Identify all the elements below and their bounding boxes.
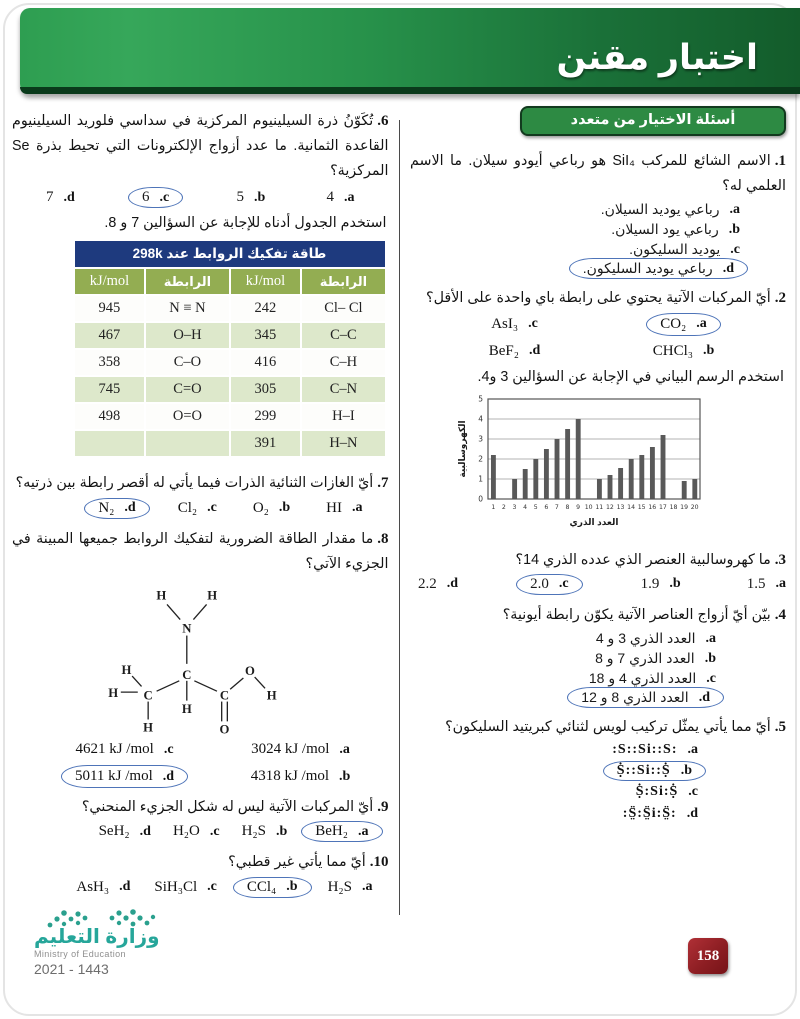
atom-h: H	[143, 720, 154, 735]
questions-column-right	[410, 106, 786, 979]
svg-text:11: 11	[595, 503, 604, 511]
svg-text:10: 10	[584, 503, 593, 511]
bar-chart-svg	[456, 393, 714, 541]
option-c: .c AsI₃	[491, 315, 538, 332]
svg-text:1: 1	[478, 474, 483, 484]
option-a: .a H₂S	[327, 878, 373, 895]
svg-text:5: 5	[533, 503, 538, 511]
question-9	[12, 794, 389, 840]
question-number: 5.	[774, 719, 786, 736]
table-row: C–C 345 O–H 467	[74, 322, 386, 349]
option-d-answer-circle: .d رباعي يوديد السليكون.	[569, 258, 748, 279]
svg-text:17: 17	[658, 503, 667, 511]
atom-o: O	[245, 663, 256, 678]
svg-text:1: 1	[491, 503, 496, 511]
option-c: .c SiH₃Cl	[154, 878, 217, 895]
option-d: .d 2.2	[418, 575, 459, 592]
bond-energy-table	[73, 239, 387, 458]
option-b: .b 4318 kJ /mol	[250, 768, 351, 785]
question-7-text: 7.أيّ الغازات الثنائية الذرات فيما يأتي له أقصر رابطة بين ذرتيه؟	[15, 475, 389, 492]
option-b: .b O₂	[252, 499, 291, 516]
question-1-options	[410, 201, 786, 276]
option-b: .b H₂S	[241, 823, 288, 840]
question-2	[410, 285, 786, 359]
question-4-options	[410, 630, 786, 705]
question-6-options	[12, 187, 389, 206]
question-number: 10.	[369, 854, 389, 871]
option-c: .c 4621 kJ /mol	[75, 741, 174, 758]
question-3-options	[410, 576, 786, 593]
option-b-answer-circle: .b Ṩ::Si::Ṩ	[603, 761, 706, 781]
atom-h: H	[207, 588, 218, 603]
svg-text:3: 3	[512, 503, 517, 511]
question-number: 2.	[774, 290, 786, 307]
question-9-text: 9.أيّ المركبات الآتية ليس له شكل الجزيء المنحني؟	[81, 799, 389, 816]
svg-text:20: 20	[690, 503, 699, 511]
option-d: .d BeF₂	[488, 342, 541, 359]
question-5-text: 5.أيّ مما يأتي يمثّل تركيب لويس لثنائي كبريتيد السليكون؟	[445, 719, 786, 736]
svg-text:16: 16	[648, 503, 657, 511]
atom-h: H	[266, 688, 277, 703]
svg-text:2: 2	[478, 454, 483, 464]
svg-text:3: 3	[478, 434, 483, 444]
option-c: .c العدد الذري 4 و 18	[588, 670, 716, 687]
section-badge: أسئلة الاختيار من متعدد	[520, 106, 786, 136]
electronegativity-chart	[456, 393, 714, 541]
lewis-structure-c: Ṩ:Si:Ṩ	[635, 784, 679, 800]
table-header-row	[74, 268, 386, 295]
svg-text:5: 5	[478, 394, 483, 404]
question-1-text: 1.الاسم الشائع للمركب SiI₄ هو رباعي أيودو سيلان. ما الاسم العلمي له؟	[410, 153, 786, 195]
svg-text:الكهروسالبية: الكهروسالبية	[457, 419, 467, 478]
option-c: .c يوديد السليكون.	[629, 241, 740, 258]
svg-text:18: 18	[669, 503, 678, 511]
question-7	[12, 470, 389, 516]
question-7-options	[12, 500, 389, 517]
question-number: 1.	[774, 153, 786, 169]
atom-c: C	[182, 667, 192, 682]
question-10-text: 10.أيّ مما يأتي غير قطبي؟	[228, 854, 389, 871]
ministry-logo	[34, 905, 160, 977]
svg-text:4: 4	[523, 503, 528, 511]
table-title: طاقة تفكيك الروابط عند 298k	[74, 240, 386, 268]
lewis-structure-d: :S̤̈:S̤̈i:S̤̈:	[622, 806, 677, 822]
option-b: .b العدد الذري 7 و 8	[595, 650, 716, 667]
option-d: .d AsH₃	[76, 878, 131, 895]
option-a: .a :S::Si::S:	[612, 742, 698, 758]
option-c: .c Cl₂	[177, 499, 217, 516]
question-2-options	[434, 316, 764, 360]
chart-instruction-note: استخدم الرسم البياني في الإجابة عن السؤالين 3 و4.	[477, 368, 784, 385]
atom-c: C	[143, 688, 153, 703]
svg-text:15: 15	[637, 503, 646, 511]
option-a-answer-circle: .a CO₂	[646, 313, 721, 336]
option-b: .b CHCl₃	[652, 342, 715, 359]
header-banner	[20, 8, 800, 94]
option-c-answer-circle: .c 2.0	[516, 574, 582, 595]
question-10	[12, 849, 389, 895]
option-d: .d 7	[46, 189, 75, 206]
svg-text:6: 6	[544, 503, 549, 511]
svg-text:4: 4	[478, 414, 483, 424]
atom-h: H	[121, 663, 132, 678]
question-4-text: 4.بيّن أيّ أزواج العناصر الآتية يكوّن رابطة أيونية؟	[502, 606, 786, 623]
option-d: .d :S̤̈:S̤̈i:S̤̈:	[622, 806, 698, 822]
question-5	[410, 714, 786, 822]
svg-text:7: 7	[554, 503, 559, 511]
column-divider	[399, 120, 401, 915]
page-number-badge: 158	[688, 938, 728, 974]
table-row: Cl– Cl 242 N ≡ N 945	[74, 295, 386, 322]
atom-h: H	[156, 588, 167, 603]
option-d: .d SeH₂	[98, 823, 151, 840]
svg-text:2: 2	[501, 503, 506, 511]
edition-year: 2021 - 1443	[34, 960, 109, 977]
option-d-answer-circle: .d N₂	[84, 498, 149, 519]
molecule-diagram	[101, 579, 299, 737]
table-instruction-note: استخدم الجدول أدناه للإجابة عن السؤالين 7 و 8.	[104, 215, 387, 232]
option-c: .c H₂O	[172, 823, 220, 840]
question-number: 7.	[377, 475, 389, 492]
questions-column-left	[12, 106, 389, 979]
svg-text:8: 8	[565, 503, 570, 511]
svg-text:19: 19	[680, 503, 689, 511]
question-9-options	[12, 823, 389, 840]
bond-column-header: الرابطة	[301, 268, 385, 295]
question-2-text: 2.أيّ المركبات الآتية يحتوي على رابطة باي واحدة على الأقل؟	[426, 290, 786, 307]
option-c-answer-circle: .c 6	[128, 187, 183, 208]
option-a-answer-circle: .a BeH₂	[301, 821, 382, 842]
table-row: C–H 416 C–O 358	[74, 349, 386, 376]
atom-h: H	[108, 685, 119, 700]
option-c: .c Ṩ:Si:Ṩ	[635, 784, 698, 800]
svg-text:العدد الذري: العدد الذري	[569, 516, 619, 527]
question-8-options	[41, 741, 385, 785]
question-3	[410, 547, 786, 593]
option-a: .a رباعي يوديد السيلان.	[600, 201, 740, 218]
option-d-answer-circle: .d 5011 kJ /mol	[61, 765, 188, 788]
svg-text:9: 9	[576, 503, 581, 511]
question-number: 9.	[377, 799, 389, 816]
page-content	[12, 106, 786, 979]
table-row: C–N 305 C=O 745	[74, 376, 386, 403]
question-3-text: 3.ما كهروسالبية العنصر الذي عدده الذري 14؟	[515, 551, 786, 568]
question-number: 3.	[774, 551, 786, 568]
atom-h: H	[182, 701, 193, 716]
question-number: 4.	[774, 606, 786, 623]
lewis-structure-a: :S::Si::S:	[612, 742, 678, 758]
svg-text:0: 0	[478, 494, 483, 504]
svg-text:12: 12	[605, 503, 614, 511]
atom-o: O	[219, 722, 230, 737]
option-a: .a 1.5	[746, 575, 786, 592]
atom-c: C	[220, 688, 230, 703]
svg-text:13: 13	[616, 503, 625, 511]
question-6-text: 6.تُكَوّنُ ذرة السيلينيوم المركزية في سداسي فلوريد السيلينيوم القاعدة الثمانية. ما عدد أزواج الإلكترونات التي تحيط بذرة Se المركزية؟	[12, 113, 389, 180]
option-b: .b 5	[236, 189, 266, 206]
question-10-options	[12, 879, 389, 896]
page-title: اختبار مقنن	[556, 38, 758, 77]
question-4	[410, 602, 786, 705]
option-b: .b رباعي يود السيلان.	[611, 221, 740, 238]
option-a: .a 3024 kJ /mol	[251, 741, 350, 758]
question-6	[12, 108, 389, 206]
ministry-name-english: Ministry of Education	[34, 948, 126, 959]
ministry-name-arabic: وزارة التعليم	[34, 925, 160, 948]
option-b: .b 1.9	[640, 575, 681, 592]
option-d-answer-circle: .d العدد الذري 8 و 12	[567, 687, 724, 708]
option-a: .a العدد الذري 3 و 4	[595, 630, 716, 647]
energy-column-header: kJ/mol	[230, 268, 302, 295]
footer	[12, 905, 389, 979]
table-row: H–N 391	[74, 430, 386, 457]
lewis-structure-b: Ṩ::Si::Ṩ	[616, 763, 671, 779]
question-1	[410, 148, 786, 276]
question-5-options	[410, 742, 786, 822]
question-number: 8.	[377, 530, 389, 547]
table-row: H–I 299 O=O 498	[74, 403, 386, 430]
option-a: .a HI	[326, 499, 363, 516]
svg-text:14: 14	[627, 503, 636, 511]
option-a: .a 4	[326, 189, 355, 206]
option-b-answer-circle: .b CCl₄	[233, 877, 312, 898]
energy-column-header: kJ/mol	[74, 268, 146, 295]
atom-n: N	[182, 621, 192, 636]
question-number: 6.	[377, 113, 389, 129]
bond-column-header: الرابطة	[145, 268, 229, 295]
question-8-text: 8.ما مقدار الطاقة الضرورية لتفكيك الروابط جميعها المبينة في الجزيء الآتي؟	[12, 530, 389, 572]
question-8	[12, 526, 389, 786]
